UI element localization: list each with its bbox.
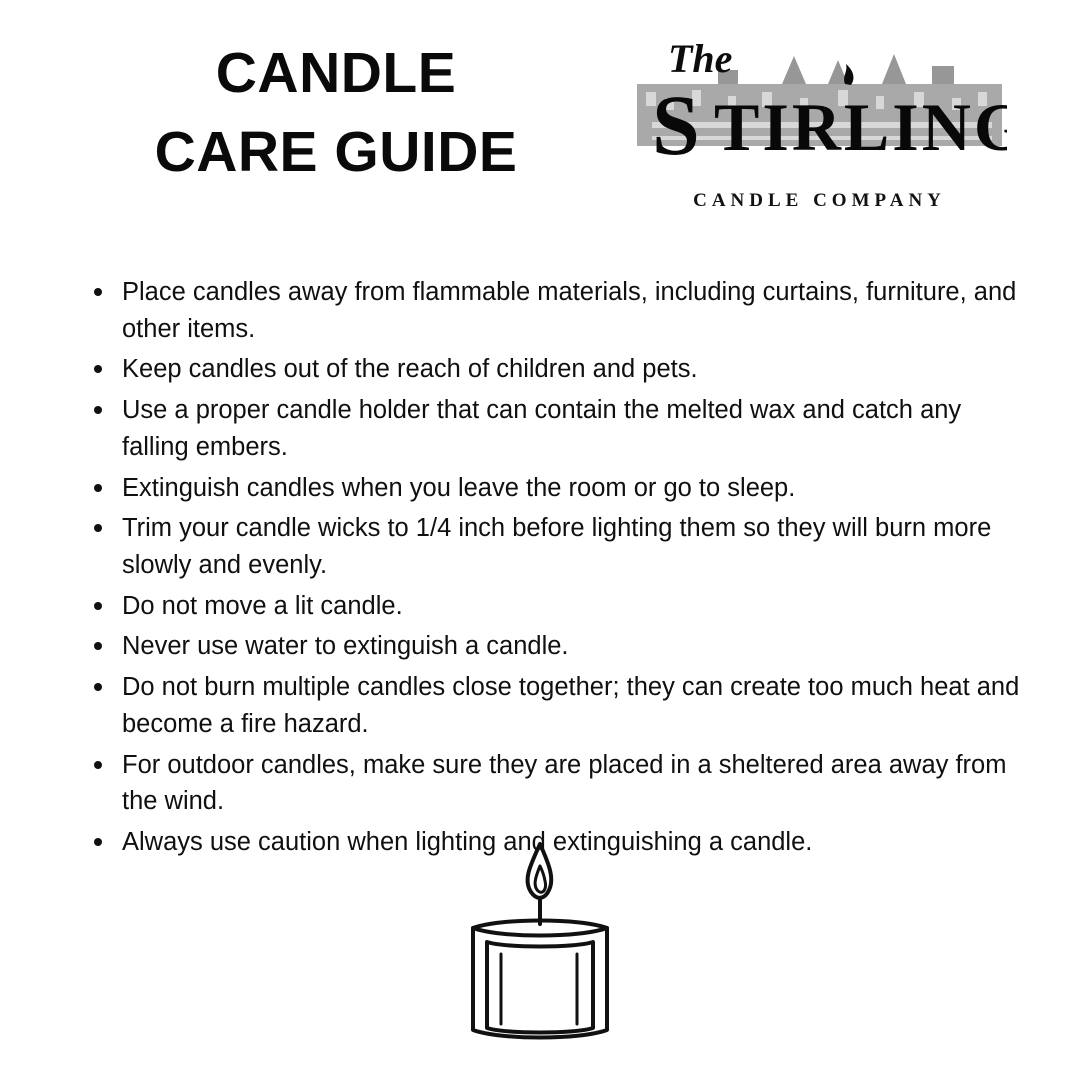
brand-tagline: CANDLE COMPANY bbox=[693, 190, 946, 211]
footer-illustration bbox=[0, 832, 1080, 1052]
list-item: Never use water to extinguish a candle. bbox=[92, 628, 1032, 665]
list-item: Use a proper candle holder that can contain the melted wax and catch any falling embers. bbox=[92, 392, 1032, 465]
list-item: Keep candles out of the reach of children and pets. bbox=[92, 351, 1032, 388]
svg-text:S: S bbox=[652, 77, 701, 173]
care-list bbox=[64, 274, 1032, 861]
page-title bbox=[56, 22, 616, 191]
svg-text:The: The bbox=[668, 36, 733, 81]
care-instructions bbox=[0, 212, 1080, 861]
list-item: For outdoor candles, make sure they are placed in a sheltered area away from the wind. bbox=[92, 747, 1032, 820]
page-title-line-2: CARE GUIDE bbox=[154, 119, 518, 184]
brand-logo bbox=[624, 22, 1024, 212]
lit-candle-illustration-icon bbox=[445, 832, 635, 1052]
stirling-castle-logo-icon bbox=[632, 26, 1007, 196]
list-item: Trim your candle wicks to 1/4 inch before lighting them so they will burn more slowly and evenly. bbox=[92, 510, 1032, 583]
list-item: Do not move a lit candle. bbox=[92, 588, 1032, 625]
page-title-line-1: CANDLE bbox=[215, 41, 457, 105]
list-item: Always use caution when lighting and extinguishing a candle. bbox=[92, 824, 1032, 861]
list-item: Do not burn multiple candles close together; they can create too much heat and become a fire hazard. bbox=[92, 669, 1032, 742]
svg-text:TIRLING: TIRLING bbox=[714, 89, 1007, 165]
header bbox=[0, 0, 1080, 212]
list-item: Place candles away from flammable materials, including curtains, furniture, and other items. bbox=[92, 274, 1032, 347]
list-item: Extinguish candles when you leave the room or go to sleep. bbox=[92, 470, 1032, 507]
